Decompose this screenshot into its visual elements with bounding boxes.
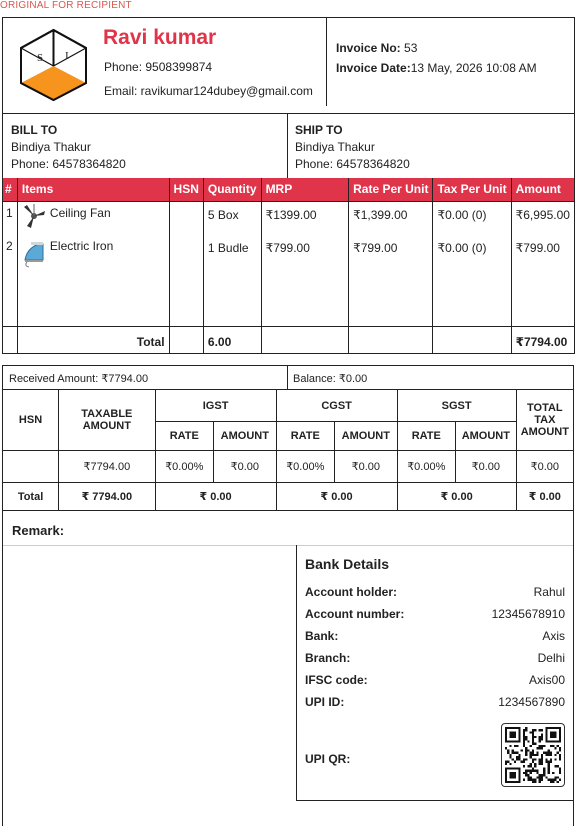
total-empty-cell <box>349 326 433 353</box>
bank-row-account-number <box>305 603 565 625</box>
bank-row-bank <box>305 625 565 647</box>
electric-iron-icon <box>21 238 47 268</box>
items-table <box>2 178 575 354</box>
balance-amount: Balance: ₹0.00 <box>293 373 368 385</box>
item-mrp: ₹799.00 <box>261 235 349 326</box>
items-header-row <box>3 178 575 201</box>
total-quantity: 6.00 <box>203 326 261 353</box>
invoice-date <box>336 61 537 75</box>
item-qty: 5 Box <box>203 201 261 235</box>
table-row <box>3 235 575 326</box>
item-hsn <box>169 235 203 326</box>
col-hsn: HSN <box>169 178 203 201</box>
row-number: 2 <box>3 235 18 326</box>
bill-to-name: Bindiya Thakur <box>11 140 91 154</box>
item-tax: ₹0.00 (0) <box>433 201 511 235</box>
bank-key: Account holder: <box>305 585 397 599</box>
payment-summary <box>2 365 574 390</box>
bank-value: Axis00 <box>528 673 565 687</box>
table-row <box>3 201 575 235</box>
item-mrp: ₹1399.00 <box>261 201 349 235</box>
logo-cube-icon <box>18 28 89 102</box>
seller-phone: Phone: 9508399874 <box>104 60 213 74</box>
tax-total-cgst: ₹ 0.00 <box>276 483 397 511</box>
item-rate: ₹799.00 <box>349 235 433 326</box>
total-empty-cell <box>3 326 18 353</box>
tax-taxable: ₹7794.00 <box>59 451 156 483</box>
logo-letter-s: S <box>37 52 44 64</box>
tax-total-label: Total <box>3 483 59 511</box>
col-tax: Tax Per Unit <box>433 178 511 201</box>
item-hsn <box>169 201 203 235</box>
igst-rate: ₹0.00% <box>155 451 213 483</box>
sgst-rate-header: RATE <box>397 422 455 451</box>
tax-col-hsn: HSN <box>3 390 59 451</box>
cgst-amount-header: AMOUNT <box>335 422 398 451</box>
tax-total-sgst: ₹ 0.00 <box>397 483 516 511</box>
tax-total-taxable: ₹ 7794.00 <box>59 483 156 511</box>
items-total-row <box>3 326 575 353</box>
bank-row-account-holder <box>305 581 565 603</box>
invoice-date-value: 13 May, 2026 10:08 AM <box>410 61 537 75</box>
item-amount: ₹799.00 <box>511 235 574 326</box>
row-number: 1 <box>3 201 18 235</box>
cgst-rate-header: RATE <box>276 422 334 451</box>
invoice-date-label: Invoice Date: <box>336 61 411 75</box>
bank-row-branch <box>305 647 565 669</box>
bank-details <box>296 545 573 801</box>
ceiling-fan-icon <box>21 203 47 229</box>
col-rate: Rate Per Unit <box>349 178 433 201</box>
total-empty-cell <box>169 326 203 353</box>
seller-name: Ravi kumar <box>103 26 217 49</box>
bank-row-ifsc <box>305 669 565 691</box>
bank-value: Axis <box>542 629 565 643</box>
received-amount: Received Amount: ₹7794.00 <box>9 373 149 385</box>
bill-to <box>11 122 126 173</box>
total-empty-cell <box>433 326 511 353</box>
document-copy-label: ORIGINAL FOR RECIPIENT <box>0 0 132 11</box>
item-cell <box>17 201 169 235</box>
payment-divider <box>287 366 288 389</box>
bank-key: Account number: <box>305 607 405 621</box>
invoice-header <box>2 17 575 114</box>
tax-col-total: TOTAL TAX AMOUNT <box>516 390 573 451</box>
total-label: Total <box>17 326 169 353</box>
address-section <box>2 113 575 179</box>
item-qty: 1 Budle <box>203 235 261 326</box>
sgst-amount-header: AMOUNT <box>456 422 517 451</box>
invoice-number-label: Invoice No: <box>336 41 401 55</box>
ship-to-name: Bindiya Thakur <box>295 140 375 154</box>
invoice-info-divider <box>326 18 327 106</box>
sgst-amount: ₹0.00 <box>456 451 517 483</box>
col-number: # <box>3 178 18 201</box>
seller-email: Email: ravikumar124dubey@gmail.com <box>104 84 313 98</box>
bank-value: 12345678910 <box>491 607 565 621</box>
tax-header-row <box>3 390 574 422</box>
tax-col-cgst: CGST <box>276 390 397 422</box>
upi-qr-label: UPI QR: <box>305 752 351 766</box>
ship-to-heading: SHIP TO <box>295 123 343 137</box>
address-divider <box>287 114 288 179</box>
bank-rows <box>305 581 565 713</box>
bank-value: Delhi <box>537 651 565 665</box>
tax-total-total: ₹ 0.00 <box>516 483 573 511</box>
total-amount: ₹7794.00 <box>511 326 574 353</box>
igst-amount-header: AMOUNT <box>214 422 277 451</box>
col-items: Items <box>17 178 169 201</box>
tax-col-igst: IGST <box>155 390 276 422</box>
qr-code-icon <box>505 727 561 783</box>
bill-to-phone: Phone: 64578364820 <box>11 157 126 171</box>
tax-total-igst: ₹ 0.00 <box>155 483 276 511</box>
table-row <box>3 451 574 483</box>
bank-key: UPI ID: <box>305 695 345 709</box>
ship-to-phone: Phone: 64578364820 <box>295 157 410 171</box>
bank-title: Bank Details <box>305 556 390 572</box>
tax-summary-table <box>2 389 574 511</box>
bank-row-upi-id <box>305 691 565 713</box>
item-cell <box>17 235 169 326</box>
cgst-rate: ₹0.00% <box>276 451 334 483</box>
bank-key: Bank: <box>305 629 339 643</box>
bill-to-heading: BILL TO <box>11 123 58 137</box>
invoice-number <box>336 41 417 55</box>
logo <box>18 28 89 102</box>
bank-key: Branch: <box>305 651 351 665</box>
col-mrp: MRP <box>261 178 349 201</box>
item-amount: ₹6,995.00 <box>511 201 574 235</box>
igst-rate-header: RATE <box>155 422 213 451</box>
tax-col-taxable: TAXABLE AMOUNT <box>59 390 156 451</box>
tax-total: ₹0.00 <box>516 451 573 483</box>
item-name: Ceiling Fan <box>49 205 111 220</box>
igst-amount: ₹0.00 <box>214 451 277 483</box>
total-empty-cell <box>261 326 349 353</box>
item-rate: ₹1,399.00 <box>349 201 433 235</box>
remarks-section <box>2 510 574 826</box>
remark-label: Remark: <box>12 523 65 538</box>
col-amount: Amount <box>511 178 574 201</box>
item-name: Electric Iron <box>49 239 114 253</box>
ship-to <box>295 122 410 173</box>
cgst-amount: ₹0.00 <box>335 451 398 483</box>
upi-qr-code <box>501 723 565 787</box>
bank-value: Rahul <box>533 585 565 599</box>
col-quantity: Quantity <box>203 178 261 201</box>
item-tax: ₹0.00 (0) <box>433 235 511 326</box>
sgst-rate: ₹0.00% <box>397 451 455 483</box>
invoice-number-value: 53 <box>400 41 418 55</box>
tax-col-sgst: SGST <box>397 390 516 422</box>
logo-letter-i: I <box>65 50 69 62</box>
tax-total-row <box>3 483 574 511</box>
bank-value: 1234567890 <box>498 695 565 709</box>
tax-hsn <box>3 451 59 483</box>
bank-key: IFSC code: <box>305 673 368 687</box>
